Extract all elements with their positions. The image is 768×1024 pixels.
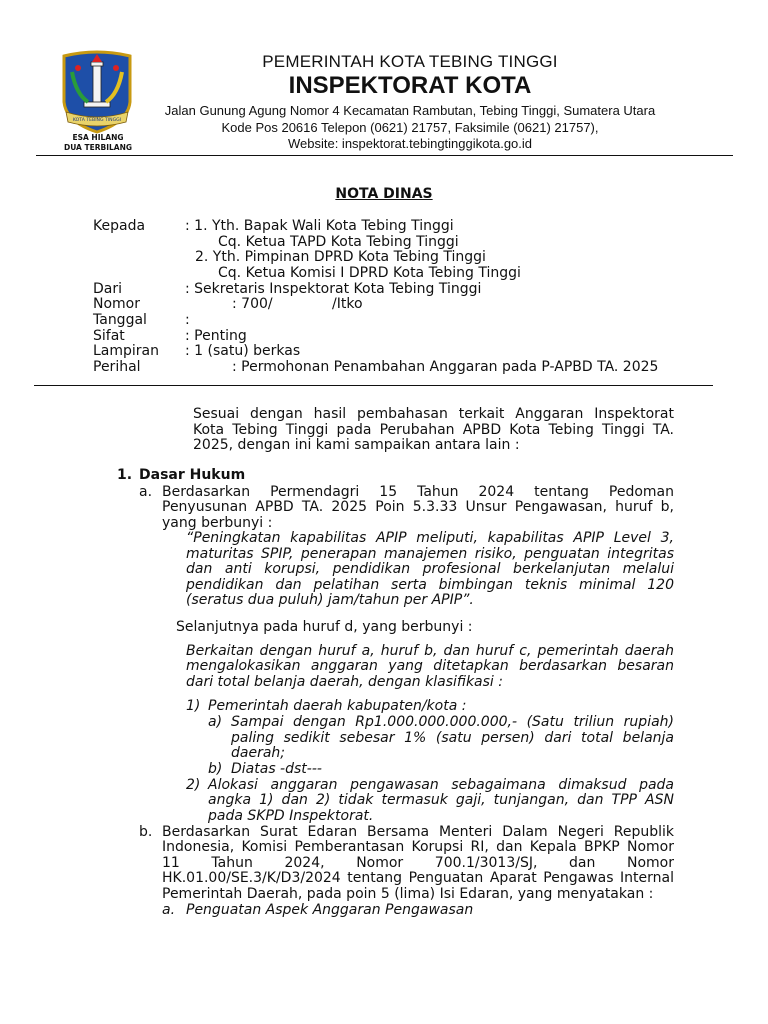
berkaitan-line: mengalokasikan anggaran yang ditetapkan berdasarkan besaran <box>186 658 674 674</box>
intro-line: Sesuai dengan hasil pembahasan terkait Anggaran Inspektorat <box>193 406 674 422</box>
selanjutnya-line: Selanjutnya pada huruf d, yang berbunyi : <box>176 619 473 635</box>
sub2-marker: 2) <box>186 777 201 793</box>
sifat-value: : Penting <box>185 328 247 344</box>
intro-line: 2025, dengan ini kami sampaikan antara lain : <box>193 437 520 453</box>
item-a-marker: a. <box>139 484 153 500</box>
sub2-line: Alokasi anggaran pengawasan sebagaimana dimaksud pada <box>208 777 674 793</box>
dari-value: : Sekretaris Inspektorat Kota Tebing Tinggi <box>185 281 482 297</box>
logo-motto-line1: ESA HILANG <box>72 133 124 142</box>
berkaitan-line: dari total belanja daerah, dengan klasifikasi : <box>186 674 503 690</box>
item-b-sub-marker: a. <box>162 902 176 918</box>
sifat-label: Sifat <box>93 328 125 344</box>
item-a-line: yang berbunyi : <box>162 515 273 531</box>
intro-line: Kota Tebing Tinggi pada Perubahan APBD Kota Tebing Tinggi TA. <box>193 422 674 438</box>
letterhead-address: Jalan Gunung Agung Nomor 4 Kecamatan Rambutan, Tebing Tinggi, Sumatera Utara <box>164 103 656 118</box>
nomor-value-prefix: : 700/ <box>232 296 273 312</box>
kepada-label: Kepada <box>93 218 146 234</box>
sub1-marker: 1) <box>186 698 201 714</box>
quote-line: maturitas SPIP, penerapan manajemen risiko, penguatan integritas <box>186 546 674 562</box>
section-number: 1. <box>117 467 133 483</box>
nomor-label: Nomor <box>93 296 140 312</box>
sub1-text: Pemerintah daerah kabupaten/kota : <box>208 698 467 714</box>
tanggal-label: Tanggal <box>93 312 147 328</box>
kepada-recipient-2-cq: Cq. Ketua Komisi I DPRD Kota Tebing Tinggi <box>218 265 521 281</box>
letterhead-office: INSPEKTORAT KOTA <box>288 72 532 99</box>
kepada-recipient-2: 2. Yth. Pimpinan DPRD Kota Tebing Tinggi <box>195 249 486 265</box>
logo-motto-line2: DUA TERBILANG <box>63 143 133 152</box>
quote-line: (seratus dua puluh) jam/tahun per APIP”. <box>186 592 474 608</box>
perihal-label: Perihal <box>93 359 141 375</box>
section-heading: Dasar Hukum <box>139 467 246 483</box>
document-title: NOTA DINAS <box>335 186 433 202</box>
sub1b-marker: b) <box>208 761 223 777</box>
sub1b-text: Diatas -dst--- <box>231 761 322 777</box>
sub1a-line: Sampai dengan Rp1.000.000.000.000,- (Satu triliun rupiah) <box>231 714 674 730</box>
item-b-line: HK.01.00/SE.3/K/D3/2024 tentang Penguatan Aparat Pengawas Internal <box>162 870 674 886</box>
quote-line: pendidikan dan pelatihan serta bimbingan teknis minimal 120 <box>186 577 674 593</box>
header-divider <box>34 385 713 386</box>
lampiran-label: Lampiran <box>93 343 160 359</box>
sub1a-marker: a) <box>208 714 223 730</box>
letterhead-contact: Kode Pos 20616 Telepon (0621) 21757, Faksimile (0621) 21757), <box>221 120 599 135</box>
lampiran-value: : 1 (satu) berkas <box>185 343 301 359</box>
item-b-line: Pemerintah Daerah, pada poin 5 (lima) Isi Edaran, yang menyatakan : <box>162 886 654 902</box>
quote-line: dan anti korupsi, pendidikan profesional berkelanjutan melalui <box>186 561 674 577</box>
tanggal-value: : <box>185 312 190 328</box>
item-b-line: Indonesia, Komisi Pemberantasan Korupsi RI, dan Kepala BPKP Nomor <box>162 839 674 855</box>
perihal-value: : Permohonan Penambahan Anggaran pada P-APBD TA. 2025 <box>232 359 659 375</box>
item-b-sub-text: Penguatan Aspek Anggaran Pengawasan <box>186 902 474 918</box>
dari-label: Dari <box>93 281 123 297</box>
item-b-marker: b. <box>139 824 153 840</box>
kepada-recipient-1: : 1. Yth. Bapak Wali Kota Tebing Tinggi <box>185 218 454 234</box>
sub2-line: pada SKPD Inspektorat. <box>208 808 374 824</box>
item-a-line: Penyusunan APBD TA. 2025 Poin 5.3.33 Unsur Pengawasan, huruf b, <box>162 499 674 515</box>
svg-text:KOTA TEBING TINGGI: KOTA TEBING TINGGI <box>72 118 122 123</box>
letterhead-divider <box>36 155 733 156</box>
sub1a-line: paling sedikit sebesar 1% (satu persen) dari total belanja <box>231 730 674 746</box>
sub2-line: angka 1) dan 2) tidak termasuk gaji, tunjangan, dan TPP ASN <box>208 792 674 808</box>
quote-line: “Peningkatan kapabilitas APIP meliputi, kapabilitas APIP Level 3, <box>186 530 674 546</box>
item-a-line: Berdasarkan Permendagri 15 Tahun 2024 tentang Pedoman <box>162 484 674 500</box>
item-b-line: 11 Tahun 2024, Nomor 700.1/3013/SJ, dan Nomor <box>162 855 674 871</box>
sub1a-line: daerah; <box>231 745 286 761</box>
letterhead-government: PEMERINTAH KOTA TEBING TINGGI <box>262 52 558 71</box>
berkaitan-line: Berkaitan dengan huruf a, huruf b, dan huruf c, pemerintah daerah <box>186 643 674 659</box>
item-b-line: Berdasarkan Surat Edaran Bersama Menteri Dalam Negeri Republik <box>162 824 674 840</box>
nomor-value-suffix: /Itko <box>332 296 363 312</box>
kepada-recipient-1-cq: Cq. Ketua TAPD Kota Tebing Tinggi <box>218 234 459 250</box>
letterhead-website: Website: inspektorat.tebingtinggikota.go.id <box>287 136 533 151</box>
